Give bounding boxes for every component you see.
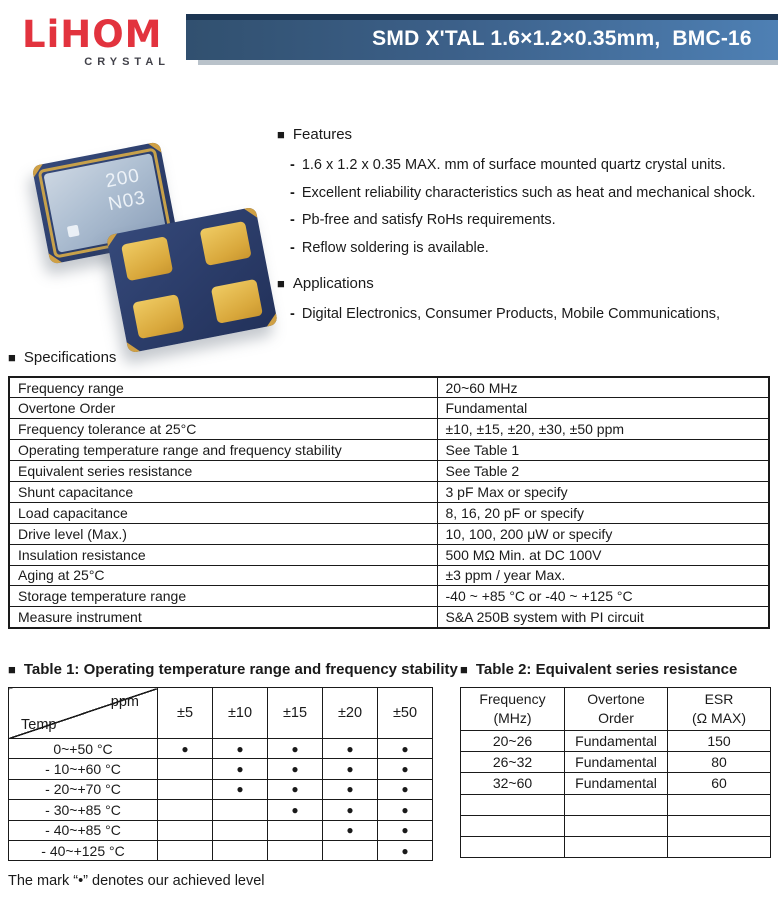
solder-pad (211, 279, 263, 324)
achieved-mark: ● (268, 800, 323, 820)
frequency-cell: 20~26 (461, 731, 565, 752)
achieved-mark: ● (378, 840, 433, 860)
spec-label: Aging at 25°C (9, 565, 437, 586)
frequency-cell: 32~60 (461, 773, 565, 794)
spec-label: Operating temperature range and frequency stability (9, 440, 437, 461)
spec-label: Storage temperature range (9, 586, 437, 607)
feature-item (277, 186, 775, 201)
stability-row (9, 759, 433, 779)
spec-label: Equivalent series resistance (9, 461, 437, 482)
bullet-dash: - (290, 305, 295, 322)
overtone-cell: Fundamental (565, 731, 668, 752)
spec-value: ±10, ±15, ±20, ±30, ±50 ppm (437, 419, 769, 440)
square-bullet-icon: ■ (8, 350, 16, 365)
stability-table (8, 687, 433, 861)
temp-range: - 40~+125 °C (9, 840, 158, 860)
esr-cell (668, 815, 771, 836)
spec-value: -40 ~ +85 °C or -40 ~ +125 °C (437, 586, 769, 607)
spec-label: Shunt capacitance (9, 481, 437, 502)
spec-row (9, 523, 769, 544)
esr-cell (668, 836, 771, 857)
feature-text: Pb-free and satisfy RoHs requirements. (301, 212, 556, 228)
achieved-mark (158, 779, 213, 799)
achieved-mark: ● (323, 759, 378, 779)
esr-row (461, 731, 771, 752)
solder-pad (121, 236, 173, 281)
achieved-mark (268, 820, 323, 840)
achieved-mark (213, 800, 268, 820)
table1-corner-cell (9, 688, 158, 739)
table2-heading-label: Table 2: Equivalent series resistance (475, 661, 738, 678)
table1-footnote: The mark “•” denotes our achieved level (8, 873, 265, 889)
gold-corner-icon (118, 342, 140, 353)
square-bullet-icon: ■ (277, 275, 285, 291)
esr-row (461, 836, 771, 857)
stability-row (9, 739, 433, 759)
spec-label: Measure instrument (9, 607, 437, 628)
achieved-mark: ● (323, 739, 378, 759)
achieved-mark (213, 820, 268, 840)
application-text: Digital Electronics, Consumer Products, Mobile Communications, (301, 305, 721, 322)
achieved-mark: ● (378, 820, 433, 840)
spec-value: See Table 1 (437, 440, 769, 461)
frequency-cell (461, 836, 565, 857)
banner-shadow (198, 60, 778, 65)
spec-row (9, 461, 769, 482)
esr-cell (668, 794, 771, 815)
achieved-mark (158, 840, 213, 860)
chip-marking-line2: N03 (106, 187, 148, 216)
stability-row (9, 779, 433, 799)
ppm-column-header: ±5 (158, 688, 213, 739)
achieved-mark: ● (213, 739, 268, 759)
corner-ppm-label: ppm (110, 694, 139, 710)
overtone-cell (565, 794, 668, 815)
stability-row (9, 800, 433, 820)
achieved-mark: ● (268, 759, 323, 779)
brand-tagline: CRYSTAL (84, 56, 170, 68)
features-heading (277, 126, 775, 143)
esr-row (461, 752, 771, 773)
brand-logo (22, 13, 172, 68)
achieved-mark (323, 840, 378, 860)
table1-header-row (9, 688, 433, 739)
temp-range: - 10~+60 °C (9, 759, 158, 779)
esr-table (460, 687, 771, 858)
frequency-column-header (461, 688, 565, 731)
bullet-dash: - (290, 157, 295, 173)
spec-label: Overtone Order (9, 398, 437, 419)
header-line: Overtone (587, 691, 645, 707)
stability-row (9, 840, 433, 860)
achieved-mark (268, 840, 323, 860)
spec-value: 8, 16, 20 pF or specify (437, 502, 769, 523)
product-photo (28, 138, 278, 343)
spec-row (9, 481, 769, 502)
temp-range: - 30~+85 °C (9, 800, 158, 820)
temp-range: - 40~+85 °C (9, 820, 158, 840)
spec-label: Load capacitance (9, 502, 437, 523)
table1-heading (8, 661, 458, 678)
header-line: Frequency (479, 691, 546, 707)
features-heading-label: Features (292, 126, 353, 143)
pin1-mark-icon (67, 225, 80, 238)
bullet-dash: - (290, 239, 295, 256)
spec-row (9, 398, 769, 419)
feature-item (277, 213, 775, 228)
chip-marking (102, 164, 148, 216)
corner-temp-label: Temp (21, 717, 57, 733)
overtone-cell (565, 836, 668, 857)
frequency-cell: 26~32 (461, 752, 565, 773)
ppm-column-header: ±15 (268, 688, 323, 739)
application-item (277, 307, 775, 322)
specifications-heading (8, 349, 116, 366)
esr-row (461, 815, 771, 836)
square-bullet-icon: ■ (460, 662, 468, 677)
header-line: ESR (704, 691, 734, 707)
achieved-mark: ● (158, 739, 213, 759)
bullet-dash: - (290, 184, 295, 201)
ppm-column-header: ±50 (378, 688, 433, 739)
achieved-mark (158, 759, 213, 779)
spec-label: Frequency range (9, 377, 437, 398)
achieved-mark: ● (378, 779, 433, 799)
temp-range: 0~+50 °C (9, 739, 158, 759)
spec-row (9, 586, 769, 607)
achieved-mark (158, 800, 213, 820)
spec-row (9, 502, 769, 523)
spec-row (9, 544, 769, 565)
spec-row (9, 377, 769, 398)
header-line: (Ω MAX) (691, 710, 747, 726)
spec-value: 20~60 MHz (437, 377, 769, 398)
spec-row (9, 440, 769, 461)
applications-heading-label: Applications (292, 274, 374, 292)
features-applications-section (277, 126, 775, 322)
square-bullet-icon: ■ (8, 662, 16, 677)
title-banner (186, 14, 778, 60)
specifications-heading-label: Specifications (23, 349, 117, 366)
achieved-mark: ● (268, 779, 323, 799)
table2-header-row (461, 688, 771, 731)
feature-item (277, 158, 775, 173)
table1-heading-label: Table 1: Operating temperature range and frequency stability (23, 661, 458, 678)
bullet-dash: - (290, 212, 295, 228)
temp-range: - 20~+70 °C (9, 779, 158, 799)
esr-cell: 150 (668, 731, 771, 752)
esr-row (461, 773, 771, 794)
spec-value: S&A 250B system with PI circuit (437, 607, 769, 628)
achieved-mark: ● (378, 739, 433, 759)
brand-name: LiHOM (22, 13, 163, 56)
achieved-mark: ● (378, 759, 433, 779)
spec-value: 3 pF Max or specify (437, 481, 769, 502)
spec-value: See Table 2 (437, 461, 769, 482)
achieved-mark: ● (323, 779, 378, 799)
achieved-mark: ● (378, 800, 433, 820)
frequency-cell (461, 815, 565, 836)
overtone-column-header (565, 688, 668, 731)
spec-value: 10, 100, 200 μW or specify (437, 523, 769, 544)
spec-label: Drive level (Max.) (9, 523, 437, 544)
overtone-cell (565, 815, 668, 836)
table2-heading (460, 661, 737, 678)
spec-value: 500 MΩ Min. at DC 100V (437, 544, 769, 565)
solder-pad (132, 294, 184, 339)
spec-value: Fundamental (437, 398, 769, 419)
specifications-table (8, 376, 770, 629)
gold-corner-icon (244, 207, 266, 218)
frequency-cell (461, 794, 565, 815)
chip-marking-line1: 200 (103, 165, 142, 193)
achieved-mark (158, 820, 213, 840)
stability-row (9, 820, 433, 840)
feature-text: Excellent reliability characteristics such as heat and mechanical shock. (301, 184, 756, 201)
overtone-cell: Fundamental (565, 773, 668, 794)
feature-item (277, 241, 775, 256)
esr-cell: 60 (668, 773, 771, 794)
applications-heading (277, 275, 775, 292)
esr-row (461, 794, 771, 815)
ppm-column-header: ±20 (323, 688, 378, 739)
achieved-mark: ● (323, 800, 378, 820)
spec-label: Insulation resistance (9, 544, 437, 565)
esr-column-header (668, 688, 771, 731)
spec-label: Frequency tolerance at 25°C (9, 419, 437, 440)
header-line: (MHz) (493, 710, 532, 726)
spec-row (9, 607, 769, 628)
square-bullet-icon: ■ (277, 127, 285, 142)
overtone-cell: Fundamental (565, 752, 668, 773)
feature-text: Reflow soldering is available. (301, 239, 489, 256)
header-line: Order (598, 710, 634, 726)
solder-pad (200, 221, 252, 266)
feature-text: 1.6 x 1.2 x 0.35 MAX. mm of surface mounted quartz crystal units. (301, 157, 726, 173)
esr-cell: 80 (668, 752, 771, 773)
achieved-mark: ● (213, 779, 268, 799)
spec-value: ±3 ppm / year Max. (437, 565, 769, 586)
page-title: SMD X'TAL 1.6×1.2×0.35mm, BMC-16 (372, 27, 752, 50)
achieved-mark (213, 840, 268, 860)
achieved-mark: ● (268, 739, 323, 759)
spec-row (9, 419, 769, 440)
spec-row (9, 565, 769, 586)
achieved-mark: ● (213, 759, 268, 779)
ppm-column-header: ±10 (213, 688, 268, 739)
achieved-mark: ● (323, 820, 378, 840)
